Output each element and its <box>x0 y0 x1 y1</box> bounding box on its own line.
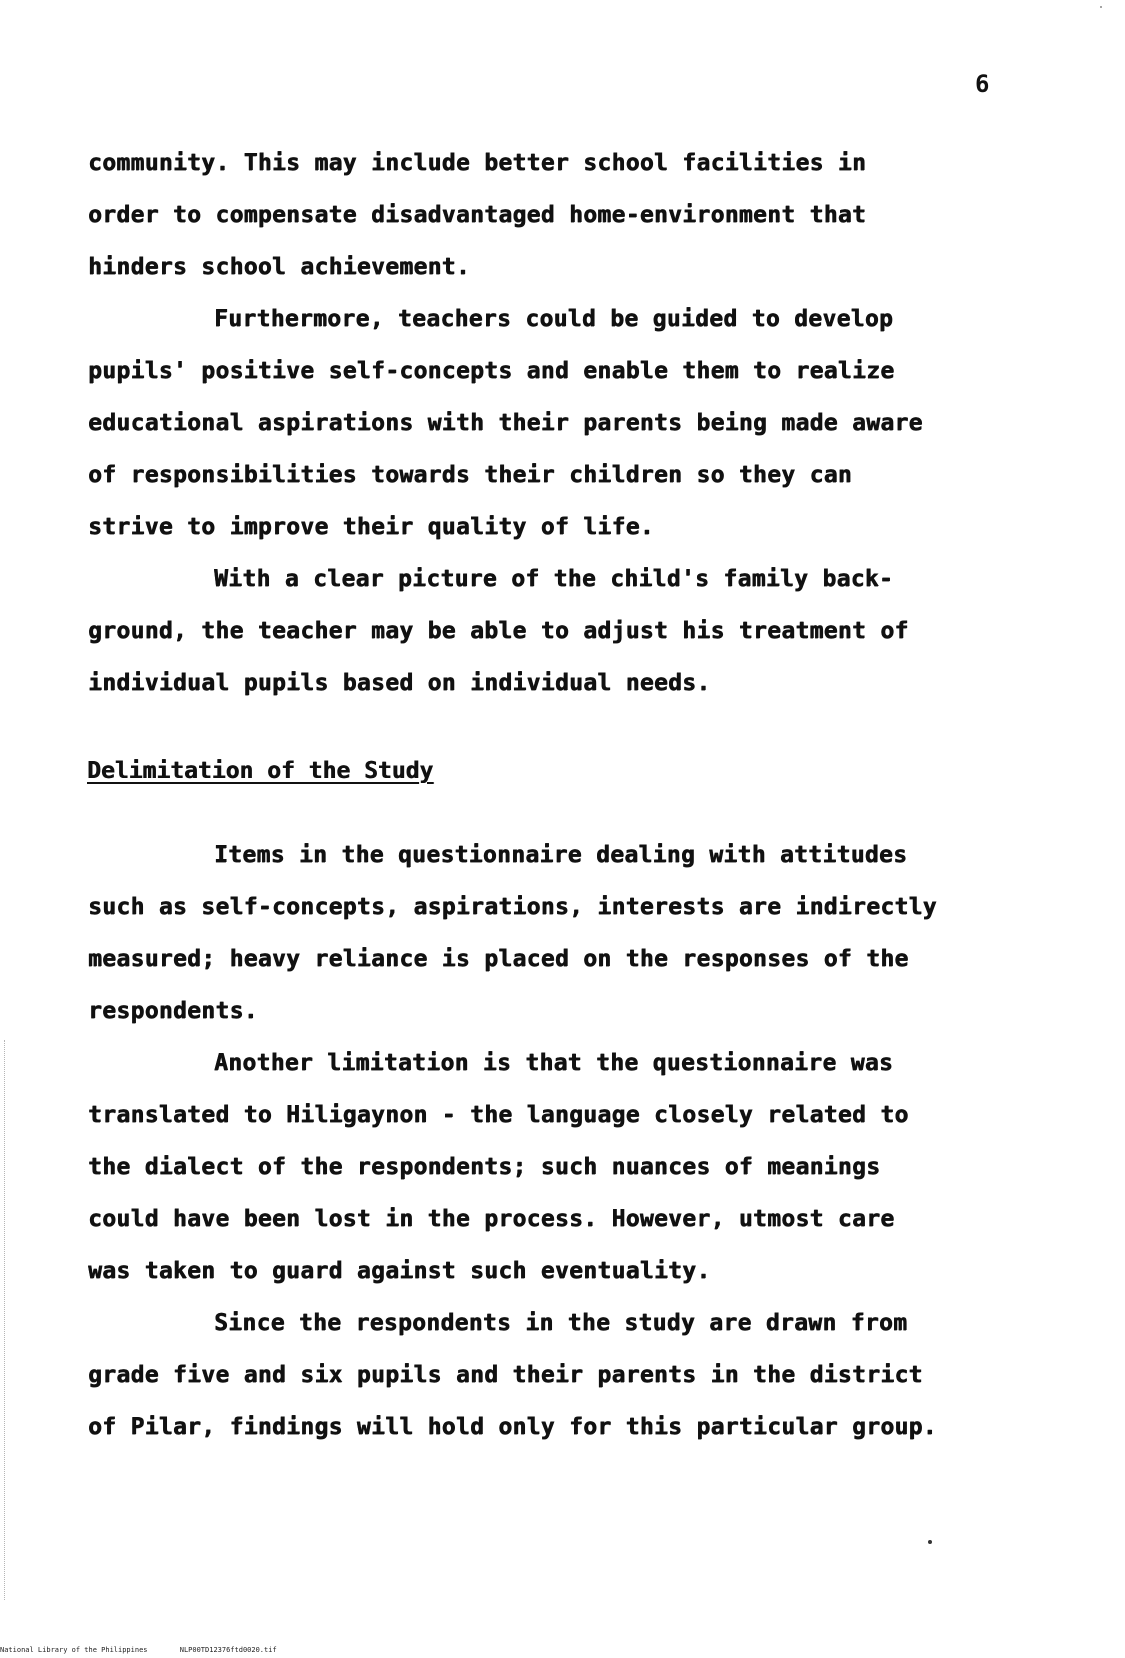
text-line: Furthermore, teachers could be guided to develop <box>214 306 894 332</box>
text-line: pupils' positive self-concepts and enable them to realize <box>88 358 895 384</box>
text-line: measured; heavy reliance is placed on the responses of the <box>88 946 909 972</box>
text-line: of responsibilities towards their children so they can <box>88 462 852 488</box>
page-number: 6 <box>975 70 990 98</box>
scan-speck <box>928 1540 932 1544</box>
text-line: Items in the questionnaire dealing with attitudes <box>214 842 908 868</box>
text-line: ground, the teacher may be able to adjust his treatment of <box>88 618 909 644</box>
text-line: hinders school achievement. <box>88 254 470 280</box>
footer-file: NLP00TD12376ftd0020.tif <box>179 1646 277 1654</box>
scan-speck <box>1100 6 1102 8</box>
text-line: such as self-concepts, aspirations, interests are indirectly <box>88 894 937 920</box>
text-line: educational aspirations with their parents being made aware <box>88 410 923 436</box>
scan-edge-artifact <box>4 1040 7 1600</box>
text-line: order to compensate disadvantaged home-environment that <box>88 202 867 228</box>
text-line: the dialect of the respondents; such nuances of meanings <box>88 1154 881 1180</box>
text-line: grade five and six pupils and their parents in the district <box>88 1362 923 1388</box>
text-line: individual pupils based on individual needs. <box>88 670 711 696</box>
text-line: respondents. <box>88 998 258 1024</box>
section-heading: Delimitation of the Study <box>87 758 434 784</box>
footer-library: National Library of the Philippines <box>0 1646 148 1654</box>
text-line: With a clear picture of the child's family back- <box>214 566 894 592</box>
text-line: Since the respondents in the study are drawn from <box>214 1310 908 1336</box>
text-line: strive to improve their quality of life. <box>88 514 654 540</box>
scan-footer <box>0 1646 305 1654</box>
text-line: of Pilar, findings will hold only for this particular group. <box>88 1414 937 1440</box>
text-line: was taken to guard against such eventuality. <box>88 1258 711 1284</box>
text-line: translated to Hiligaynon - the language closely related to <box>88 1102 909 1128</box>
text-line: community. This may include better school facilities in <box>88 150 867 176</box>
text-line: Another limitation is that the questionnaire was <box>214 1050 894 1076</box>
text-line: could have been lost in the process. However, utmost care <box>88 1206 895 1232</box>
